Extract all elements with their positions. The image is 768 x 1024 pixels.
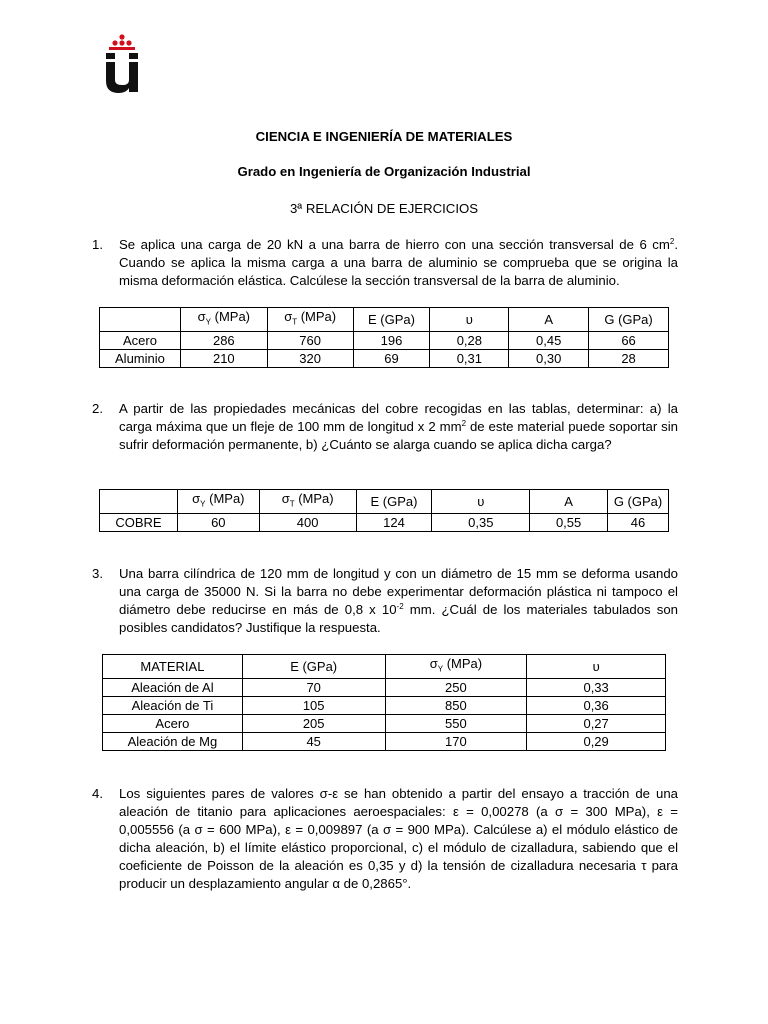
table-cell: 400	[259, 513, 356, 531]
question-text: de este material puede soportar sin sufrir deformación permanente, b) ¿Cuánto se alarga cuando se aplica dicha carga?	[119, 419, 678, 452]
table-header: A	[530, 490, 608, 514]
table-cell: 0,33	[527, 678, 666, 696]
table-cell: 46	[608, 513, 669, 531]
table-row	[100, 513, 669, 531]
table-header: E (GPa)	[356, 490, 432, 514]
question-text: Se aplica una carga de 20 kN a una barra de hierro con una sección transversal de 6 cm	[119, 237, 670, 252]
table-header: $\sigma_Y$ (MPa)	[180, 308, 267, 332]
table-cell: 550	[385, 714, 527, 732]
table-cell: 60	[177, 513, 259, 531]
question-number: 4.	[92, 786, 103, 801]
table-cell: 45	[242, 732, 385, 750]
question-4	[92, 785, 678, 893]
question-2	[92, 400, 678, 454]
table-cell: Aleación de Ti	[103, 696, 243, 714]
university-logo	[104, 34, 140, 94]
table-cell	[100, 490, 178, 514]
table-cell: 0,31	[430, 349, 509, 367]
table-cell: 250	[385, 678, 527, 696]
table-cell: 170	[385, 732, 527, 750]
table-row	[100, 349, 669, 367]
table-header: MATERIAL	[103, 655, 243, 679]
table-cell: Aleación de Mg	[103, 732, 243, 750]
table-q3	[102, 654, 666, 751]
table-header: A	[509, 308, 589, 332]
table-header-row	[100, 490, 669, 514]
table-header-row	[103, 655, 666, 679]
table-cell: Aluminio	[100, 349, 181, 367]
table-cell: 210	[180, 349, 267, 367]
question-text: mm. ¿Cuál de los materiales tabulados son posibles candidatos? Justifique la respuesta.	[119, 602, 678, 635]
table-cell: Acero	[100, 331, 181, 349]
table-cell: 69	[353, 349, 430, 367]
question-text: Una barra cilíndrica de 120 mm de longitud y con un diámetro de 15 mm se deforma usando una carga de 35000 N. Si la barra no debe experimentar deformación plástica ni tampoco el diámetro debe reducirse en más de 0,8 x 10	[119, 566, 678, 617]
question-1	[92, 236, 678, 290]
table-header: E (GPa)	[353, 308, 430, 332]
table-q2	[99, 489, 669, 532]
table-row	[100, 331, 669, 349]
table-cell: 124	[356, 513, 432, 531]
table-header: G (GPa)	[589, 308, 669, 332]
table-cell: 196	[353, 331, 430, 349]
table-cell: 0,55	[530, 513, 608, 531]
table-q1	[99, 307, 669, 368]
superscript: 2	[669, 237, 675, 246]
table-cell: Aleación de Al	[103, 678, 243, 696]
table-row	[103, 714, 666, 732]
table-cell: COBRE	[100, 513, 178, 531]
table-header: $\sigma_Y$ (MPa)	[385, 655, 527, 679]
table-header: υ	[430, 308, 509, 332]
table-cell: 320	[267, 349, 353, 367]
table-cell: 0,35	[432, 513, 530, 531]
question-text: Los siguientes pares de valores σ-ε se han obtenido a partir del ensayo a tracción de una aleación de titanio para aplicaciones aeroespaciales: ε = 0,00278 (a σ = 300 MPa), ε = 0,005556 (a σ = 600 MPa), ε = 0,009897 (a σ = 900 MPa). Calcúlese a) el módulo elástico de dicha aleación, b) el límite elástico proporcional, c) el módulo de cizalladura, sabiendo que el coeficiente de Poisson de la aleación es 0,35 y d) la tensión de cizalladura necesaria τ para producir un desplazamiento angular α de 0,2865°.	[119, 786, 678, 891]
superscript: -2	[396, 602, 404, 611]
table-cell: 205	[242, 714, 385, 732]
table-cell: 0,27	[527, 714, 666, 732]
question-number: 2.	[92, 401, 103, 416]
table-row	[103, 732, 666, 750]
table-header: $\sigma_Y$ (MPa)	[177, 490, 259, 514]
table-cell: 760	[267, 331, 353, 349]
table-cell: 0,36	[527, 696, 666, 714]
superscript: 2	[461, 419, 467, 428]
table-header: υ	[432, 490, 530, 514]
table-cell: 28	[589, 349, 669, 367]
table-header: υ	[527, 655, 666, 679]
table-cell: 70	[242, 678, 385, 696]
question-text: . Cuando se aplica la misma carga a una barra de aluminio se comprueba que se origina la misma deformación elástica. Calcúlese la sección transversal de la barra de aluminio.	[119, 237, 678, 288]
table-cell: 105	[242, 696, 385, 714]
question-text: A partir de las propiedades mecánicas del cobre recogidas en las tablas, determinar: a) la carga máxima que un fleje de 100 mm de longitud x 2 mm	[119, 401, 678, 434]
table-cell	[100, 308, 181, 332]
table-row	[103, 696, 666, 714]
table-cell: 0,45	[509, 331, 589, 349]
table-header: E (GPa)	[242, 655, 385, 679]
table-cell: Acero	[103, 714, 243, 732]
table-header: $\sigma_T$ (MPa)	[267, 308, 353, 332]
table-cell: 286	[180, 331, 267, 349]
table-cell: 66	[589, 331, 669, 349]
table-header: $\sigma_T$ (MPa)	[259, 490, 356, 514]
table-cell: 850	[385, 696, 527, 714]
question-3	[92, 565, 678, 637]
sheet-title: 3ª RELACIÓN DE EJERCICIOS	[289, 201, 479, 216]
table-cell: 0,28	[430, 331, 509, 349]
question-number: 1.	[92, 237, 103, 252]
table-cell: 0,29	[527, 732, 666, 750]
degree-title: Grado en Ingeniería de Organización Industrial	[237, 164, 531, 179]
course-title: CIENCIA E INGENIERÍA DE MATERIALES	[255, 129, 513, 144]
question-number: 3.	[92, 566, 103, 581]
table-row	[103, 678, 666, 696]
table-header: G (GPa)	[608, 490, 669, 514]
table-cell: 0,30	[509, 349, 589, 367]
table-header-row	[100, 308, 669, 332]
